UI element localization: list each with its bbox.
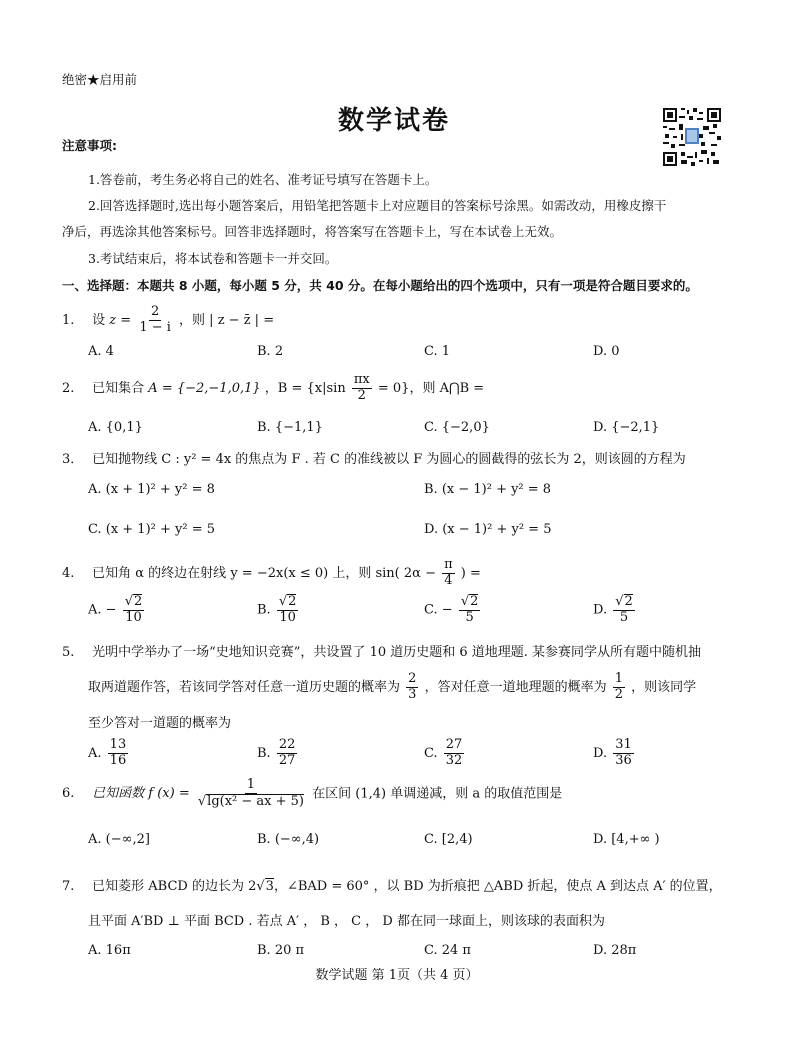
fraction: [277, 738, 298, 769]
option-sign: −: [441, 602, 453, 618]
fraction: [406, 672, 418, 703]
numerator: 27: [445, 737, 463, 752]
numerator: 13: [109, 737, 127, 752]
question-4: [62, 558, 481, 589]
option-sign: −: [105, 602, 117, 618]
question-text: ，∠BAD = 60° ，以 BD 为折痕把 △ABD 折起，使点 A 到达点 A′ 的位置，: [273, 879, 722, 894]
question-text: 已知菱形 ABCD 的边长为 2: [92, 879, 257, 894]
option-c[interactable]: C. 1: [424, 344, 451, 359]
denominator: 1 − i: [139, 319, 171, 335]
question-number: 4.: [62, 565, 75, 581]
radicand: 2: [624, 594, 633, 609]
numerator: 1: [614, 671, 624, 686]
option-label: A.: [88, 602, 102, 618]
numerator: πx: [353, 372, 370, 387]
qr-code-icon: [663, 108, 721, 166]
question-number: 5.: [62, 645, 75, 660]
option-d[interactable]: [593, 594, 637, 626]
option-d[interactable]: D. 28π: [593, 943, 637, 958]
option-a[interactable]: A. {0,1}: [88, 420, 143, 435]
question-text: ) =: [460, 565, 481, 581]
question-text: 且平面 A′BD ⊥ 平面 BCD . 若点 A′ ， B ， C ， D 都在同一球面上，则该球的表面积为: [88, 914, 605, 929]
fraction: [613, 738, 634, 769]
option-label: A.: [88, 745, 102, 761]
fraction: [196, 778, 306, 810]
option-b[interactable]: B. {−1,1}: [257, 420, 323, 435]
note-item: 1.答卷前，考生务必将自己的姓名、准考证号填写在答题卡上。: [88, 172, 438, 187]
denominator: 27: [278, 752, 296, 768]
question-3: [62, 448, 686, 467]
question-text: 在区间 (1,4) 单调递减，则 a 的取值范围是: [312, 786, 563, 802]
option-label: C.: [424, 745, 438, 761]
question-text: 取两道题作答，若该同学答对任意一道历史题的概率为: [88, 679, 401, 695]
fraction: [613, 672, 625, 703]
option-a[interactable]: [88, 594, 146, 626]
fraction: [444, 738, 465, 769]
denominator: 2: [357, 387, 366, 403]
denominator: 10: [125, 609, 142, 625]
option-label: B.: [257, 745, 271, 761]
option-label: C.: [424, 602, 438, 618]
math-expression: A = {−2,−1,0,1}: [148, 380, 261, 396]
question-number: 6.: [62, 786, 75, 802]
denominator: 16: [109, 752, 127, 768]
note-item: 2.回答选择题时,选出每小题答案后，用铅笔把答题卡上对应题目的答案标号涂黑。如需改动，用橡皮擦干: [88, 198, 667, 213]
section-heading: 一、选择题：本题共 8 小题，每小题 5 分，共 40 分。在每小题给出的四个选项中，只有一项是符合题目要求的。: [62, 278, 698, 293]
notes-heading: 注意事项:: [62, 138, 117, 153]
question-number: 2.: [62, 380, 75, 396]
denominator: √lg(x² − ax + 5): [197, 793, 304, 809]
sqrt-sign: √: [256, 879, 265, 894]
option-a[interactable]: A. 4: [88, 344, 114, 359]
question-5: [62, 641, 701, 660]
question-number: 1.: [62, 312, 75, 328]
question-text: 光明中学举办了一场“史地知识竞赛”，共设置了 10 道历史题和 6 道地理题. 某参赛同学从所有题中随机抽: [92, 645, 702, 660]
question-7: [62, 875, 722, 894]
numerator: π: [444, 557, 453, 572]
option-d[interactable]: [593, 738, 636, 769]
radicand: 2: [288, 594, 297, 609]
denominator: 5: [619, 609, 629, 625]
question-number: 7.: [62, 879, 75, 894]
option-b[interactable]: [257, 738, 299, 769]
question-6: [62, 778, 562, 810]
numerator: 1: [246, 777, 256, 792]
numerator: 2: [408, 671, 417, 686]
option-c[interactable]: C. {−2,0}: [424, 420, 490, 435]
question-text: 设: [92, 312, 106, 328]
question-text: 已知函数 f (x) =: [92, 786, 190, 802]
option-label: D.: [593, 602, 608, 618]
option-c[interactable]: C. 24 π: [424, 943, 471, 958]
option-c[interactable]: C. [2,4): [424, 832, 473, 847]
denominator: 36: [615, 752, 632, 768]
option-d[interactable]: D. {−2,1}: [593, 420, 660, 435]
denominator: 5: [465, 609, 474, 625]
note-item: 3.考试结束后，将本试卷和答题卡一并交回。: [88, 251, 338, 266]
option-b[interactable]: B. 2: [257, 344, 284, 359]
page-title: 数学试卷: [338, 106, 451, 136]
option-b[interactable]: [257, 594, 300, 626]
option-b[interactable]: B. (x − 1)² + y² = 8: [424, 482, 552, 497]
option-c[interactable]: C. (x + 1)² + y² = 5: [88, 522, 216, 537]
numerator: √2: [124, 594, 143, 609]
option-b[interactable]: B. (−∞,4): [257, 832, 320, 847]
page-footer: 数学试题 第 1页（共 4 页）: [315, 968, 479, 983]
option-c[interactable]: [424, 594, 482, 626]
note-item: 净后，再选涂其他答案标号。回答非选择题时，将答案写在答题卡上，写在本试卷上无效。: [62, 224, 563, 239]
option-label: D.: [593, 745, 608, 761]
denominator: 2: [614, 686, 624, 702]
radicand: lg(x² − ax + 5): [207, 793, 304, 809]
question-2: [62, 373, 484, 404]
option-d[interactable]: D. [4,+∞ ): [593, 832, 660, 847]
numerator: 31: [615, 737, 632, 752]
denominator: 4: [444, 572, 453, 588]
fraction: [137, 305, 173, 336]
option-d[interactable]: D. 0: [593, 344, 620, 359]
numerator: √2: [460, 594, 479, 609]
numerator: √2: [278, 594, 297, 609]
question-text: ，答对任意一道地理题的概率为: [424, 679, 607, 695]
radicand: 2: [470, 594, 479, 609]
option-c[interactable]: [424, 738, 466, 769]
option-a[interactable]: [88, 738, 130, 769]
radicand: 3: [265, 879, 274, 894]
option-a[interactable]: A. (x + 1)² + y² = 8: [88, 482, 215, 497]
fraction: [442, 558, 455, 589]
math-expression: z =: [109, 312, 132, 328]
question-text: 已知集合: [92, 380, 145, 396]
question-text: 已知角 α 的终边在射线 y = −2x(x ≤ 0) 上，则 sin( 2α −: [92, 565, 436, 581]
question-5-line-2: [88, 672, 696, 703]
numerator: 22: [278, 737, 296, 752]
denominator: 3: [408, 686, 417, 702]
fraction: [459, 594, 481, 626]
fraction: [352, 373, 372, 404]
option-d[interactable]: D. (x − 1)² + y² = 5: [424, 522, 552, 537]
numerator: √2: [615, 594, 633, 609]
question-text: 已知抛物线 C : y² = 4x 的焦点为 F . 若 C 的准线被以 F 为圆心的圆截得的弦长为 2，则该圆的方程为: [92, 452, 686, 467]
fraction: [123, 594, 145, 626]
question-number: 3．: [62, 452, 84, 467]
confidential-label: 绝密★启用前: [62, 72, 138, 87]
radicand: 2: [134, 594, 143, 609]
question-text: ，则该同学: [631, 679, 697, 695]
denominator: 32: [445, 752, 463, 768]
question-text: = 0}，则 A⋂B =: [377, 380, 485, 396]
question-1: [62, 305, 274, 336]
fraction: [277, 594, 299, 626]
fraction: [613, 594, 635, 626]
option-a[interactable]: A. 16π: [88, 943, 131, 958]
numerator: 2: [150, 304, 160, 319]
option-b[interactable]: B. 20 π: [257, 943, 305, 958]
question-text: 至少答对一道题的概率为: [88, 716, 232, 731]
fraction: [108, 738, 129, 769]
option-label: B.: [257, 602, 271, 618]
option-a[interactable]: A. (−∞,2]: [88, 832, 150, 847]
denominator: 10: [279, 609, 296, 625]
question-text: ，则 | z − z̄ | =: [179, 312, 275, 328]
math-expression: ，B = {x|sin: [264, 380, 346, 396]
